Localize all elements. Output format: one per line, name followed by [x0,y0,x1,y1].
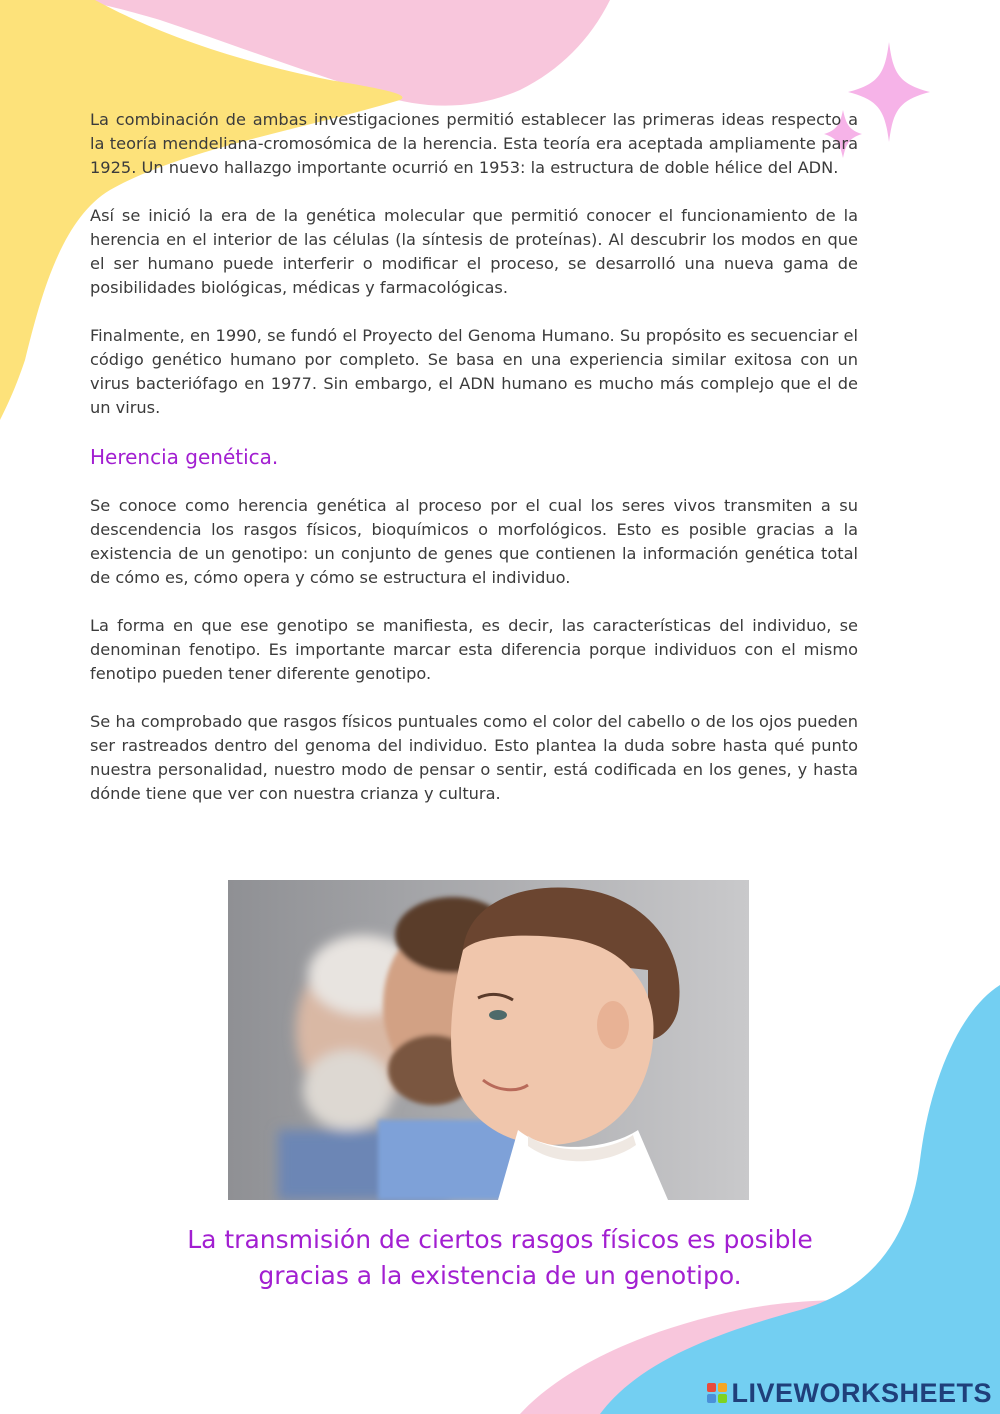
photo-caption [150,1222,850,1294]
paragraph-5: La forma en que ese genotipo se manifiesta, es decir, las características del individuo, se denominan fenotipo. Es importante marcar esta diferencia porque individuos con el mismo fenotipo pueden tener diferente genotipo. [90,616,858,683]
family-generations-photo [228,880,749,1200]
paragraph-2: Así se inició la era de la genética molecular que permitió conocer el funcionamiento de la herencia en el interior de las células (la síntesis de proteínas). Al descubrir los modos en que el ser humano puede interferir o modificar el proceso, se desarrolló una nueva gama de posibilidades biológicas, médicas y farmacológicas. [90,206,858,297]
section-heading: Herencia genética. [90,445,279,469]
logo-block [707,1383,716,1392]
paragraph-3: Finalmente, en 1990, se fundó el Proyecto del Genoma Humano. Su propósito es secuenciar el código genético humano por completo. Se basa en una experiencia similar exitosa con un virus bacteriófago en 1977. Sin embargo, el ADN humano es mucho más complejo que el de un virus. [90,326,858,417]
logo-block [707,1394,716,1403]
paragraph-4: Se conoce como herencia genética al proceso por el cual los seres vivos transmiten a su descendencia los rasgos físicos, bioquímicos o morfológicos. Esto es posible gracias a la existencia de un genotipo: un conjunto de genes que contienen la información genética total de cómo es, cómo opera y cómo se estructura el individuo. [90,496,858,587]
logo-text: LIVEWORKSHEETS [731,1378,992,1408]
article-body [90,108,858,830]
paragraph-1: La combinación de ambas investigaciones permitió establecer las primeras ideas respecto a la teoría mendeliana-cromosómica de la herencia. Esta teoría era aceptada ampliamente para 1925. Un nuevo hallazgo importante ocurrió en 1953: la estructura de doble hélice del ADN. [90,110,858,177]
caption-line-2: gracias a la existencia de un genotipo. [258,1261,742,1290]
logo-block [718,1383,727,1392]
paragraph-6: Se ha comprobado que rasgos físicos puntuales como el color del cabello o de los ojos pueden ser rastreados dentro del genoma del individuo. Esto plantea la duda sobre hasta qué punto nuestra personalidad, nuestro modo de pensar o sentir, está codificada en los genes, y hasta dónde tiene que ver con nuestra crianza y cultura. [90,712,858,803]
logo-blocks-icon [707,1383,727,1403]
logo-block [718,1394,727,1403]
liveworksheets-logo[interactable] [707,1378,992,1408]
caption-line-1: La transmisión de ciertos rasgos físicos es posible [187,1225,813,1254]
